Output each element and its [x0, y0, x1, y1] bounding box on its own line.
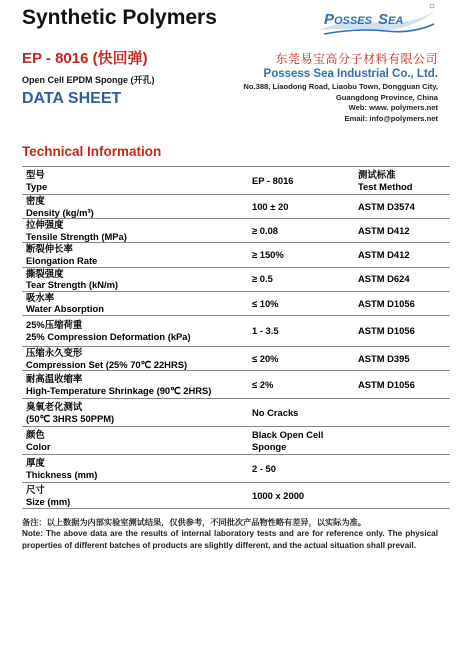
- company-info: [243, 50, 438, 124]
- page-title: Synthetic Polymers: [22, 6, 217, 29]
- method-en: ASTM D412: [358, 249, 410, 261]
- method-cell: [354, 315, 450, 346]
- property-cell: [22, 195, 248, 219]
- property-cell: [22, 399, 248, 427]
- value-cell: 1000 x 2000: [248, 483, 354, 509]
- property-cell: [22, 167, 248, 195]
- property-name-en: Elongation Rate: [26, 254, 98, 266]
- property-name-en: Size (mm): [26, 495, 71, 507]
- table-row: [22, 399, 450, 427]
- value-cell: No Cracks: [248, 399, 354, 427]
- property-cell: [22, 346, 248, 370]
- spec-table: [22, 166, 450, 509]
- table-row: [22, 195, 450, 219]
- property-cell: [22, 483, 248, 509]
- property-cell: [22, 371, 248, 399]
- method-cell: [354, 267, 450, 291]
- table-row: [22, 427, 450, 455]
- property-name-cn: 尺寸: [26, 484, 45, 496]
- product-subtitle: Open Cell EPDM Sponge (开孔): [22, 75, 155, 85]
- svg-text:EA: EA: [388, 15, 404, 27]
- method-en: ASTM D1056: [358, 297, 415, 309]
- value-cell: 1 - 3.5: [248, 315, 354, 346]
- value-cell: ≤ 10%: [248, 291, 354, 315]
- table-row: [22, 455, 450, 483]
- value-cell: ≥ 150%: [248, 243, 354, 267]
- property-name-cn: 密度: [26, 195, 45, 206]
- method-cell: [354, 455, 450, 483]
- method-cell: [354, 167, 450, 195]
- method-cell: [354, 195, 450, 219]
- property-name-cn: 颜色: [26, 429, 45, 441]
- table-row: [22, 346, 450, 370]
- product-code: EP - 8016 (快回弹): [22, 50, 148, 67]
- table-row: [22, 291, 450, 315]
- property-name-cn: 断裂伸长率: [26, 243, 73, 255]
- method-cn: 测试标准: [358, 168, 396, 180]
- property-name-en: Type: [26, 180, 48, 192]
- company-address-line-2: Guangdong Province, China: [335, 92, 438, 102]
- property-name-en: Tear Strength (kN/m): [26, 279, 119, 291]
- method-cell: [354, 219, 450, 243]
- company-address-line-1: No.388, Liaodong Road, Liaobu Town, Dongguan City,: [243, 82, 438, 91]
- table-row: [22, 219, 450, 243]
- property-cell: [22, 243, 248, 267]
- property-name-en: Tensile Strength (MPa): [26, 230, 127, 242]
- property-name-en: (50℃ 3HRS 50PPM): [26, 412, 115, 424]
- company-email[interactable]: Email: info@polymers.net: [344, 113, 438, 123]
- property-name-en: Color: [26, 440, 51, 452]
- company-website[interactable]: Web: www. polymers.net: [348, 103, 438, 113]
- method-cell: [354, 427, 450, 455]
- table-row: [22, 371, 450, 399]
- value-cell: ≤ 20%: [248, 346, 354, 370]
- value-cell: 100 ± 20: [248, 195, 354, 219]
- table-row: [22, 267, 450, 291]
- property-cell: [22, 455, 248, 483]
- method-cell: [354, 371, 450, 399]
- method-cell: [354, 243, 450, 267]
- value-cell: EP - 8016: [248, 167, 354, 195]
- property-name-en: 25% Compression Deformation (kPa): [26, 330, 191, 342]
- property-name-en: High-Temperature Shrinkage (90℃ 2HRS): [26, 384, 212, 396]
- company-logo: [316, 0, 438, 40]
- method-en: ASTM D624: [358, 273, 410, 285]
- property-name-cn: 拉伸强度: [26, 219, 64, 231]
- table-row: [22, 315, 450, 346]
- value-cell: ≥ 0.5: [248, 267, 354, 291]
- method-en: ASTM D1056: [358, 378, 415, 390]
- property-cell: [22, 291, 248, 315]
- company-name-en: Possess Sea Industrial Co., Ltd.: [263, 68, 438, 80]
- doc-type-heading: DATA SHEET: [22, 90, 122, 107]
- property-cell: [22, 219, 248, 243]
- property-name-en: Density (kg/m³): [26, 206, 94, 218]
- method-en: ASTM D395: [358, 352, 410, 364]
- property-name-en: Compression Set (25% 70℃ 22HRS): [26, 358, 188, 370]
- method-cell: [354, 291, 450, 315]
- property-name-en: Thickness (mm): [26, 468, 98, 480]
- property-name-cn: 耐高温收缩率: [26, 373, 83, 385]
- footnote-en: Note: The above data are the results of internal laboratory tests and are for reference only. The physical properties of different batches of products are slightly different, and the actual situation shall prevail.: [22, 529, 438, 550]
- table-row: [22, 167, 450, 195]
- property-name-cn: 型号: [26, 168, 45, 180]
- property-name-cn: 25%压缩荷重: [26, 319, 83, 331]
- footnote-cn: 备注：以上数据为内部实验室测试结果，仅供参考，不同批次产品物性略有差异，以实际为准。: [22, 518, 366, 527]
- method-en: ASTM D3574: [358, 200, 415, 212]
- property-name-cn: 臭氧老化测试: [26, 401, 83, 413]
- value-cell: ≥ 0.08: [248, 219, 354, 243]
- method-cell: [354, 346, 450, 370]
- method-en: ASTM D412: [358, 224, 410, 236]
- company-name-cn: 东莞易宝高分子材料有限公司: [275, 52, 438, 66]
- property-cell: [22, 267, 248, 291]
- property-name-cn: 吸水率: [26, 291, 55, 303]
- section-title: Technical Information: [22, 144, 162, 159]
- svg-text:S: S: [378, 11, 389, 28]
- table-row: [22, 483, 450, 509]
- svg-text:P: P: [324, 11, 335, 28]
- method-cell: [354, 399, 450, 427]
- property-name-cn: 撕裂强度: [26, 267, 64, 279]
- footnote: [22, 517, 438, 551]
- svg-text:OSSES: OSSES: [334, 15, 372, 27]
- value-cell: 2 - 50: [248, 455, 354, 483]
- property-cell: [22, 315, 248, 346]
- property-name-cn: 压缩永久变形: [26, 346, 83, 358]
- table-row: [22, 243, 450, 267]
- value-cell: ≤ 2%: [248, 371, 354, 399]
- property-cell: [22, 427, 248, 455]
- value-cell: Black Open Cell Sponge: [248, 427, 354, 455]
- property-name-en: Water Absorption: [26, 303, 104, 315]
- method-en: Test Method: [358, 180, 413, 192]
- property-name-cn: 厚度: [26, 457, 45, 469]
- method-en: ASTM D1056: [358, 325, 415, 337]
- method-cell: [354, 483, 450, 509]
